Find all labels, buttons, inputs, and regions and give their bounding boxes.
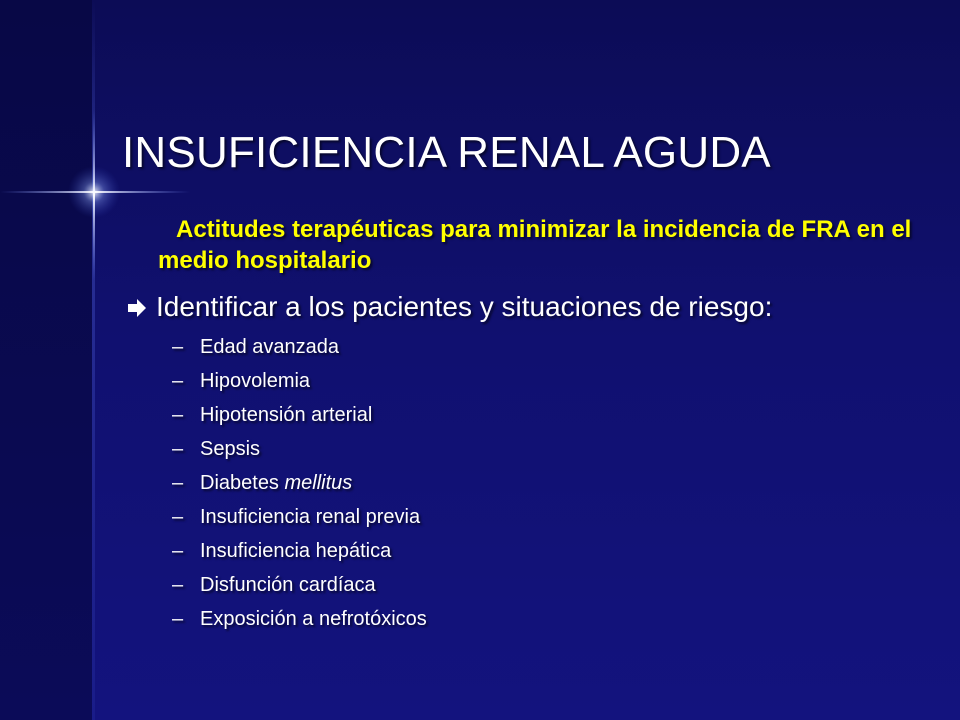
list-item-text: Hipotensión arterial	[200, 404, 373, 426]
list-item-text: Insuficiencia renal previa	[200, 506, 421, 528]
main-bullet-text: Identificar a los pacientes y situaciones de riesgo:	[156, 291, 773, 322]
list-item	[172, 534, 427, 568]
dash-marker: –	[172, 506, 184, 528]
list-item-text: Edad avanzada	[200, 336, 340, 358]
dash-marker: –	[172, 336, 184, 358]
list-item	[172, 432, 427, 466]
dash-marker: –	[172, 472, 184, 494]
list-item	[172, 398, 427, 432]
dash-marker: –	[172, 574, 184, 596]
list-item-text: Disfunción cardíaca	[200, 574, 376, 596]
list-item	[172, 466, 427, 500]
list-item	[172, 602, 427, 636]
arrow-right-icon	[126, 298, 148, 318]
dash-marker: –	[172, 438, 184, 460]
dash-marker: –	[172, 540, 184, 562]
list-item-text: Hipovolemia	[200, 370, 311, 392]
risk-factor-list	[172, 330, 427, 636]
list-item	[172, 364, 427, 398]
dash-marker: –	[172, 608, 184, 630]
main-bullet	[126, 290, 926, 324]
dash-marker: –	[172, 370, 184, 392]
slide-title: INSUFICIENCIA RENAL AGUDA	[122, 128, 771, 177]
list-item-text: Diabetes	[200, 472, 285, 494]
list-item-text: Insuficiencia hepática	[200, 540, 392, 562]
list-item	[172, 568, 427, 602]
dash-marker: –	[172, 404, 184, 426]
slide-subtitle: Actitudes terapéuticas para minimizar la incidencia de FRA en el medio hospitalario	[158, 216, 912, 274]
list-item-text: Exposición a nefrotóxicos	[200, 608, 427, 630]
list-item-italic-text: mellitus	[284, 472, 353, 494]
list-item	[172, 330, 427, 364]
list-item	[172, 500, 427, 534]
list-item-text: Sepsis	[200, 438, 261, 460]
